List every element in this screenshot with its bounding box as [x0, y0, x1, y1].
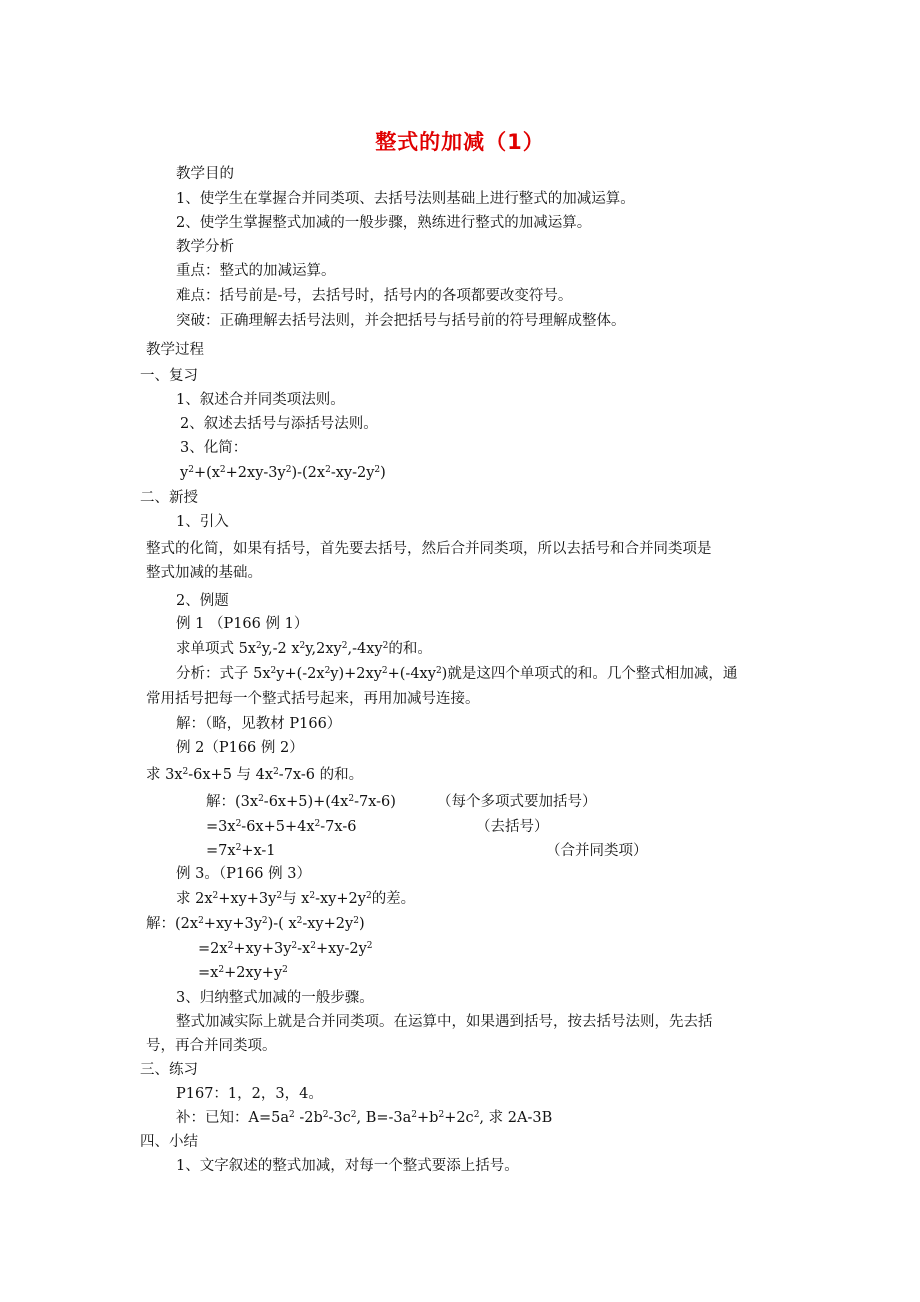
section-heading: 三、练习	[140, 1062, 198, 1078]
practice-supplement: 补：已知：$A=5a^2$ $-2b^2-3c^2$, $B=-3a^2+b^2+2c^2$, 求 2A-3B	[176, 1110, 553, 1126]
examples-heading: 2、例题	[176, 593, 229, 609]
difficulty: 难点：括号前是-号，去括号时，括号内的各项都要改变符号。	[176, 288, 573, 304]
review-item: 3、化简：	[180, 440, 248, 456]
summary-text-line: 号，再合并同类项。	[146, 1038, 277, 1054]
solution-step: $=7x^2+x-1$	[206, 843, 276, 859]
example-title: 例 3。（P166 例 3）	[176, 866, 311, 882]
example-analysis-line: 分析：式子 $5x^2y+(-2x^2y)+2xy^2+(-4xy^2)$就是这四个单项式的和。几个整式相加减，通	[176, 666, 738, 682]
solution-step: $=3x^2-6x+5+4x^2-7x-6$	[206, 819, 357, 835]
section-heading: 二、新授	[140, 490, 198, 506]
breakthrough: 突破：正确理解去括号法则，并会把括号与括号前的符号理解成整体。	[176, 313, 626, 329]
solution-note: （每个多项式要加括号）	[437, 794, 597, 810]
objective-item: 2、使学生掌握整式加减的一般步骤，熟练进行整式的加减运算。	[176, 215, 592, 231]
intro-text-line: 整式的化简，如果有括号，首先要去括号，然后合并同类项，所以去括号和合并同类项是	[146, 541, 712, 557]
summary-text-line: 整式加减实际上就是合并同类项。在运算中，如果遇到括号，按去括号法则，先去括	[176, 1014, 713, 1030]
example-title: 例 1 （P166 例 1）	[176, 616, 309, 632]
practice-item: P167：1，2，3，4。	[176, 1086, 323, 1102]
solution-step: $=2x^2+xy+3y^2-x^2+xy-2y^2$	[198, 941, 373, 957]
section-heading: 四、小结	[140, 1134, 198, 1150]
solution-step: $=x^2+2xy+y^2$	[198, 965, 288, 981]
example-solution: 解：（略，见教材 P166）	[176, 716, 342, 732]
summary-heading: 3、归纳整式加减的一般步骤。	[176, 990, 374, 1006]
objective-item: 1、使学生在掌握合并同类项、去括号法则基础上进行整式的加减运算。	[176, 191, 635, 207]
example-analysis-line: 常用括号把每一个整式括号起来，再用加减号连接。	[146, 691, 480, 707]
example-title: 例 2（P166 例 2）	[176, 740, 304, 756]
solution-note: （去括号）	[476, 819, 549, 835]
solution-note: （合并同类项）	[546, 843, 648, 859]
example-question: 求单项式 $5x^2y,-2$ $x^2y,2xy^2,-4xy^2$的和。	[176, 641, 432, 657]
page-title: 整式的加减（1）	[375, 130, 545, 154]
analysis-heading: 教学分析	[176, 239, 234, 255]
intro-text-line: 整式加减的基础。	[146, 565, 262, 581]
key-point: 重点：整式的加减运算。	[176, 263, 336, 279]
solution-step: 解：$(2x^2+xy+3y^2)-$( $x^2-xy+2y^2$)	[146, 916, 365, 932]
review-item: 1、叙述合并同类项法则。	[176, 392, 345, 408]
example-question: 求 $2x^2+xy+3y^2$与 $x^2-xy+2y^2$的差。	[176, 891, 416, 907]
review-expression: $y^2+(x^2+2xy-3y^2)-(2x^2-xy-2y^2)$	[180, 465, 386, 481]
conclusion-item: 1、文字叙述的整式加减，对每一个整式要添上括号。	[176, 1158, 519, 1174]
example-question: 求 $3x^2-6x+5$ 与 $4x^2-7x-6$ 的和。	[146, 767, 364, 783]
review-item: 2、叙述去括号与添括号法则。	[180, 416, 378, 432]
process-heading: 教学过程	[146, 342, 204, 358]
section-heading: 一、复习	[140, 368, 198, 384]
solution-step: 解：$(3x^2-6x+5)+(4x^2-7x-6)$	[206, 794, 396, 810]
intro-heading: 1、引入	[176, 514, 229, 530]
objectives-heading: 教学目的	[176, 166, 234, 182]
